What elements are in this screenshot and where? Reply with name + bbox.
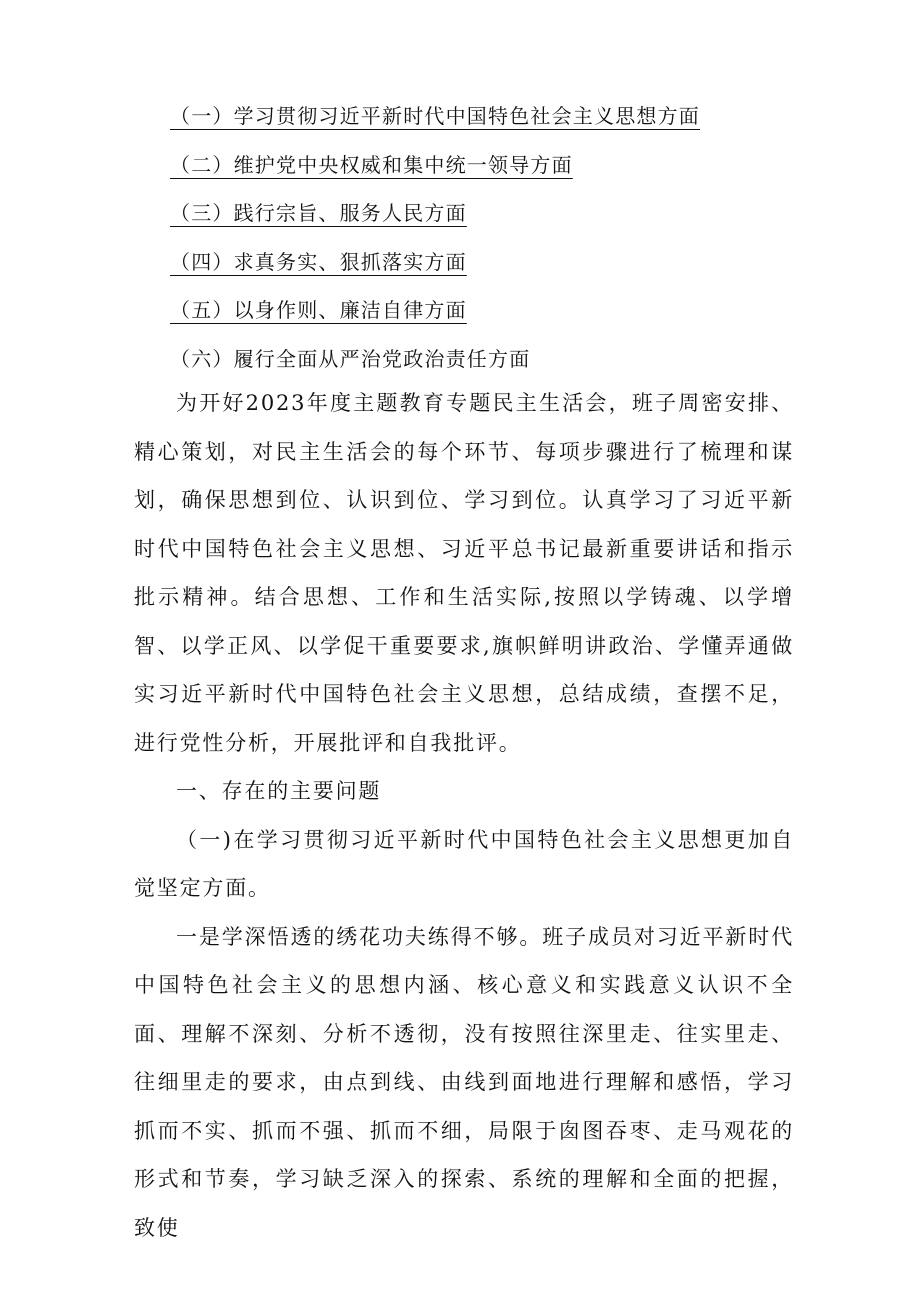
toc-item-1 [170,96,810,145]
toc-item-3 [170,193,810,242]
body-paragraph: 一是学深悟透的绣花功夫练得不够。班子成员对习近平新时代中国特色社会主义的思想内涵、核心意义和实践意义认识不全面、理解不深刻、分析不透彻，没有按照往深里走、往实里走、往细里走的要求，由点到线、由线到面地进行理解和感悟，学习抓而不实、抓而不强、抓而不细，局限于囱图吞枣、走马观花的形式和节奏，学习缺乏深入的探索、系统的理解和全面的把握，致使 [134,924,794,1240]
toc-item-text: （一）学习贯彻习近平新时代中国特色社会主义思想方面 [170,104,700,128]
intro-paragraph: 为开好2023年度主题教育专题民主生活会，班子周密安排、精心策划，对民主生活会的每个环节、每项步骤进行了梳理和谋划，确保思想到位、认识到位、学习到位。认真学习了习近平新时代中国特色社会主义思想、习近平总书记最新重要讲话和指示批示精神。结合思想、工作和生活实际,按照以学铸魂、以学增智、以学正风、以学促干重要要求,旗帜鲜明讲政治、学懂弄通做实习近平新时代中国特色社会主义思想，总结成绩，查摆不足，进行党性分析，开展批评和自我批评。 [134,391,794,755]
toc-item-text: （六）履行全面从严治党政治责任方面 [170,346,531,371]
body-text [134,379,794,1252]
toc-item-text: （五）以身作则、廉洁自律方面 [170,298,467,322]
toc-item-2 [170,145,810,194]
toc-item-text: （四）求真务实、狠抓落实方面 [170,249,467,274]
toc-item-5 [170,290,810,339]
section-heading: 一、存在的主要问题 [176,779,382,803]
toc-list [170,96,810,387]
toc-item-text: （三）践行宗旨、服务人民方面 [170,201,467,225]
subsection-heading: （一)在学习贯彻习近平新时代中国特色社会主义思想更加自觉坚定方面。 [134,827,794,900]
toc-item-4 [170,242,810,291]
toc-item-text: （二）维护党中央权威和集中统一领导方面 [170,152,573,177]
